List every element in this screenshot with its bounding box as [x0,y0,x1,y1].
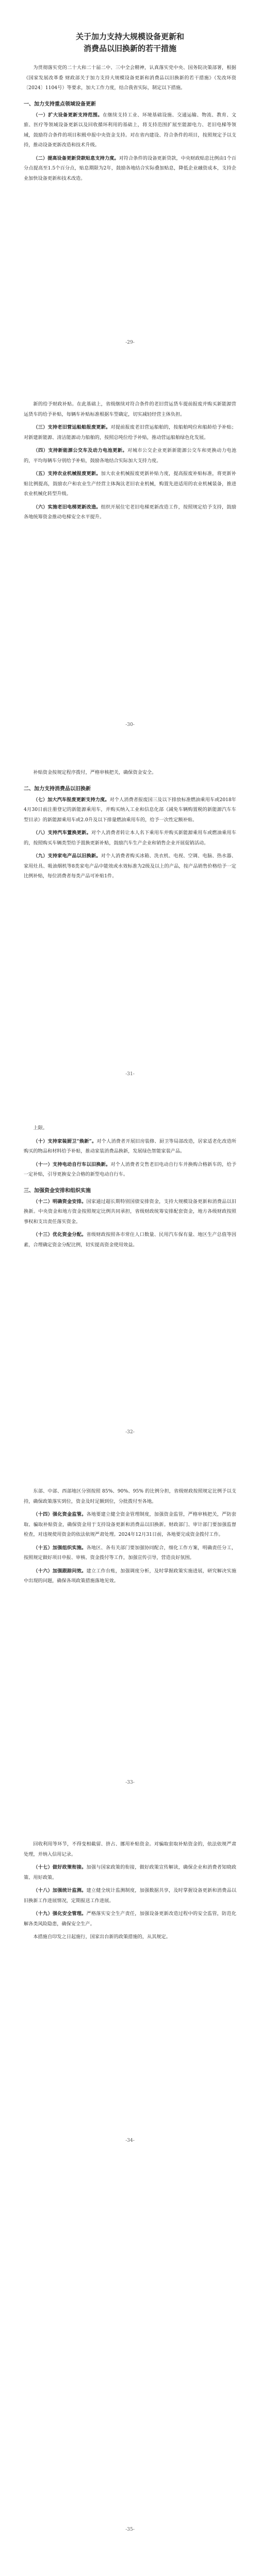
page-number: -30- [125,722,135,727]
paragraph: 上限。 [33,1125,47,1131]
page-number: -29- [125,340,135,345]
paragraph: （三）支持老旧营运船舶报废更新。对提前报废老旧营运船舶的，按船舶吨位和船龄给予补贴；对新建新能源、清洁能源动力船舶的，按照总吨位给予补贴，推动营运船舶绿色化发展。 [24,425,237,440]
paragraph: （十九）强化安全管理。严格落实安全生产责任，加强设备更新改造过程中的安全监管，防范化解各类风险隐患，确保安全生产。 [24,1911,237,1927]
paragraph: （二）提高设备更新贷款贴息支持力度。对符合条件的设备更新贷款，中央财政贴息比例由1个百分点提高至1.5个百分点，贴息期限为2年，鼓励各地结合实际叠加贴息，降低企业融资成本，支持企业加快设备更新和技术改造。 [24,155,236,181]
page-number: -34- [125,2138,135,2143]
paragraph: （四）支持新能源公交车及动力电池更新。对城市公交企业更新新能源公交车和更换动力电池的，平均每辆车分别给予补贴，鼓励各地结合实际加大支持力度。 [24,448,237,464]
section-heading: 一、加力支持重点领域设备更新 [24,101,96,107]
paragraph: （十一）支持电动自行车以旧换新。对个人消费者交售老旧电动自行车并换购合格新车的，给予一定补贴，引导更换安全合格的新型电动自行车。 [24,1161,237,1177]
paragraph: （十六）加强跟踪问效。建立工作台账，加强调度分析，及时掌握政策实施进展，研究解决实施中出现的问题，确保各项政策措施落地见效。 [24,1568,237,1584]
paragraph: （十三）优化资金分配。省级财政按照各市常住人口数量、民用汽车保有量、地区生产总值等因素，合理确定资金分配比例，切实提高资金使用效益。 [24,1232,237,1248]
paragraph: 回收利用等环节，不得变相截留、挤占、挪用补贴资金。对骗取套取补贴资金的，依法依规严肃处理，并纳入信用记录。 [24,1841,236,1857]
title-line-1: 关于加力支持大规模设备更新和 [75,32,184,41]
paragraph: 本措施自印发之日起施行，国家出台新的政策措施的，从其规定。 [33,1934,171,1940]
page-number: -31- [125,1072,135,1077]
paragraph: （十）支持家装厨卫“焕新”。对个人消费者开展旧房装修、厨卫等局部改造，居家适老化改造所购买的物品和材料给予补贴，推动家装消费品换新，发展绿色智能家装产品。 [24,1138,236,1154]
paragraph: （五）支持农业机械报废更新。加大农业机械报废更新补贴力度，提高报废补贴标准，将更新补贴比例提高，鼓励农户和农业生产经营主体淘汰老旧农业机械，购置先进适用的农业机械装备，推进农业机械化转型升级。 [24,471,236,497]
page-number: -32- [125,1430,135,1435]
document-page-5 [0,1486,260,1589]
document-page-2 [0,399,260,526]
paragraph: （十五）加强组织实施。各地区、各有关部门要加强协同配合，细化工作方案，明确责任分工，按照规定做好项目申报、审核、资金拨付等工作，加强宣传引导，营造良好氛围。 [24,1545,237,1561]
section-heading: 三、加强资金安排和组织实施 [24,1188,91,1194]
paragraph: （七）加大汽车报废更新支持力度。对个人消费者报废国三及以下排放标准燃油乘用车或2018年4月30日前注册登记的新能源乘用车，并购买纳入工业和信息化部《减免车辆购置税的新能源汽车车型目录》的新能源乘用车或2.0升及以下排量燃油乘用车的，给予一次性定额补贴。 [24,796,236,823]
paragraph: 东部、中部、西部地区分别按照 85%、90%、95% 的比例分担，省级财政按照规定比例予以支持，确保政策落实到位，资金及时足额到位，分批拨付至各地。 [24,1488,236,1504]
document-title [24,31,236,55]
document-page-3 [0,768,260,885]
paragraph: （十四）强化资金监管。各地要建立健全资金管理制度，加强资金监管，严格审核把关，严防套取、骗取补贴资金，确保资金用于支持设备更新和消费品以旧换新。财政部门、审计部门要加强监督检查，对违规使用资金的依法依规严肃处理。2024年12月31日前，各地要完成资金拨付工作。 [24,1512,237,1537]
document-page-4 [0,1123,260,1253]
title-line-2: 消费品以旧换新的若干措施 [83,44,176,53]
section-heading: 二、加力支持消费品以旧换新 [24,786,91,792]
page-number: -35- [125,2527,135,2532]
paragraph: 新的给予财政补贴。在此基础上，省级继续对符合条件的老旧营运货车提前报废并购买新能源营运货车的给予补贴，每辆车补贴标准根据车型确定，切实减轻经营主体负担。 [24,401,236,417]
document-page-1 [0,31,260,187]
paragraph: （十八）加强统计监测。建立健全统计监测制度，加强数据共享，及时掌握设备更新和消费品以旧换新工作进展情况，定期报送工作进展。 [24,1888,237,1904]
paragraph: 为贯彻落实党的二十大和二十届二中、三中全会精神，认真落实党中央、国务院决策部署，根据《国家发展改革委 财政部关于加力支持大规模设备更新和消费品以旧换新的若干措施》（发改环资〔2024〕1104号）等要求，加大工作力度，结合我省实际，制定以下措施。 [24,65,236,91]
paragraph: （八）支持汽车置换更新。对个人消费者转让本人名下乘用车并购买新能源乘用车或燃油乘用车的，按照购买车辆类型给予置换更新补贴，鼓励汽车生产企业和销售企业开展促销活动。 [24,830,237,846]
paragraph: （九）支持家电产品以旧换新。对个人消费者购买冰箱、洗衣机、电视、空调、电脑、热水器、家用灶具、吸油烟机等8类家电产品中能效或水效标准为2级及以上的产品，按产品销售价格给予一定比例补贴，每位消费者每类产品可补贴1件。 [24,853,236,879]
page-number: -33- [125,1780,135,1785]
paragraph: 补贴资金按规定程序拨付，严格审核把关，确保资金安全。 [33,770,157,775]
paragraph: （十二）明确资金安排。国家通过超长期特别国债安排资金，支持大规模设备更新和消费品以旧换新。中央资金和地方资金按照规定比例共同承担，省级财政统筹安排配套资金，地方各级财政按照事权和支出责任落实资金。 [24,1198,237,1225]
paragraph: （六）实施老旧电梯更新改造。组织开展住宅老旧电梯更新改造工作，按照规定给予支持，鼓励各地统筹资金推动电梯安全水平提升。 [24,504,236,520]
document-page-6 [0,1839,260,1945]
paragraph: （一）扩大设备更新支持范围。在继续支持工业、环境基础设施、交通运输、物流、教育、文旅、医疗等领域设备更新以及回收循环利用的基础上，将支持范围扩展至能源电力、老旧电梯等领域，鼓励符合条件的项目积极申报中央资金支持。对在省内建设、符合条件的项目，按照规定予以支持，推动设备更新改造和技术升级。 [24,112,236,148]
paragraph: （十七）做好政策衔接。加强与国家政策的衔接，做好政策宣传解读，确保企业和消费者知晓政策、用好政策。 [24,1865,237,1880]
